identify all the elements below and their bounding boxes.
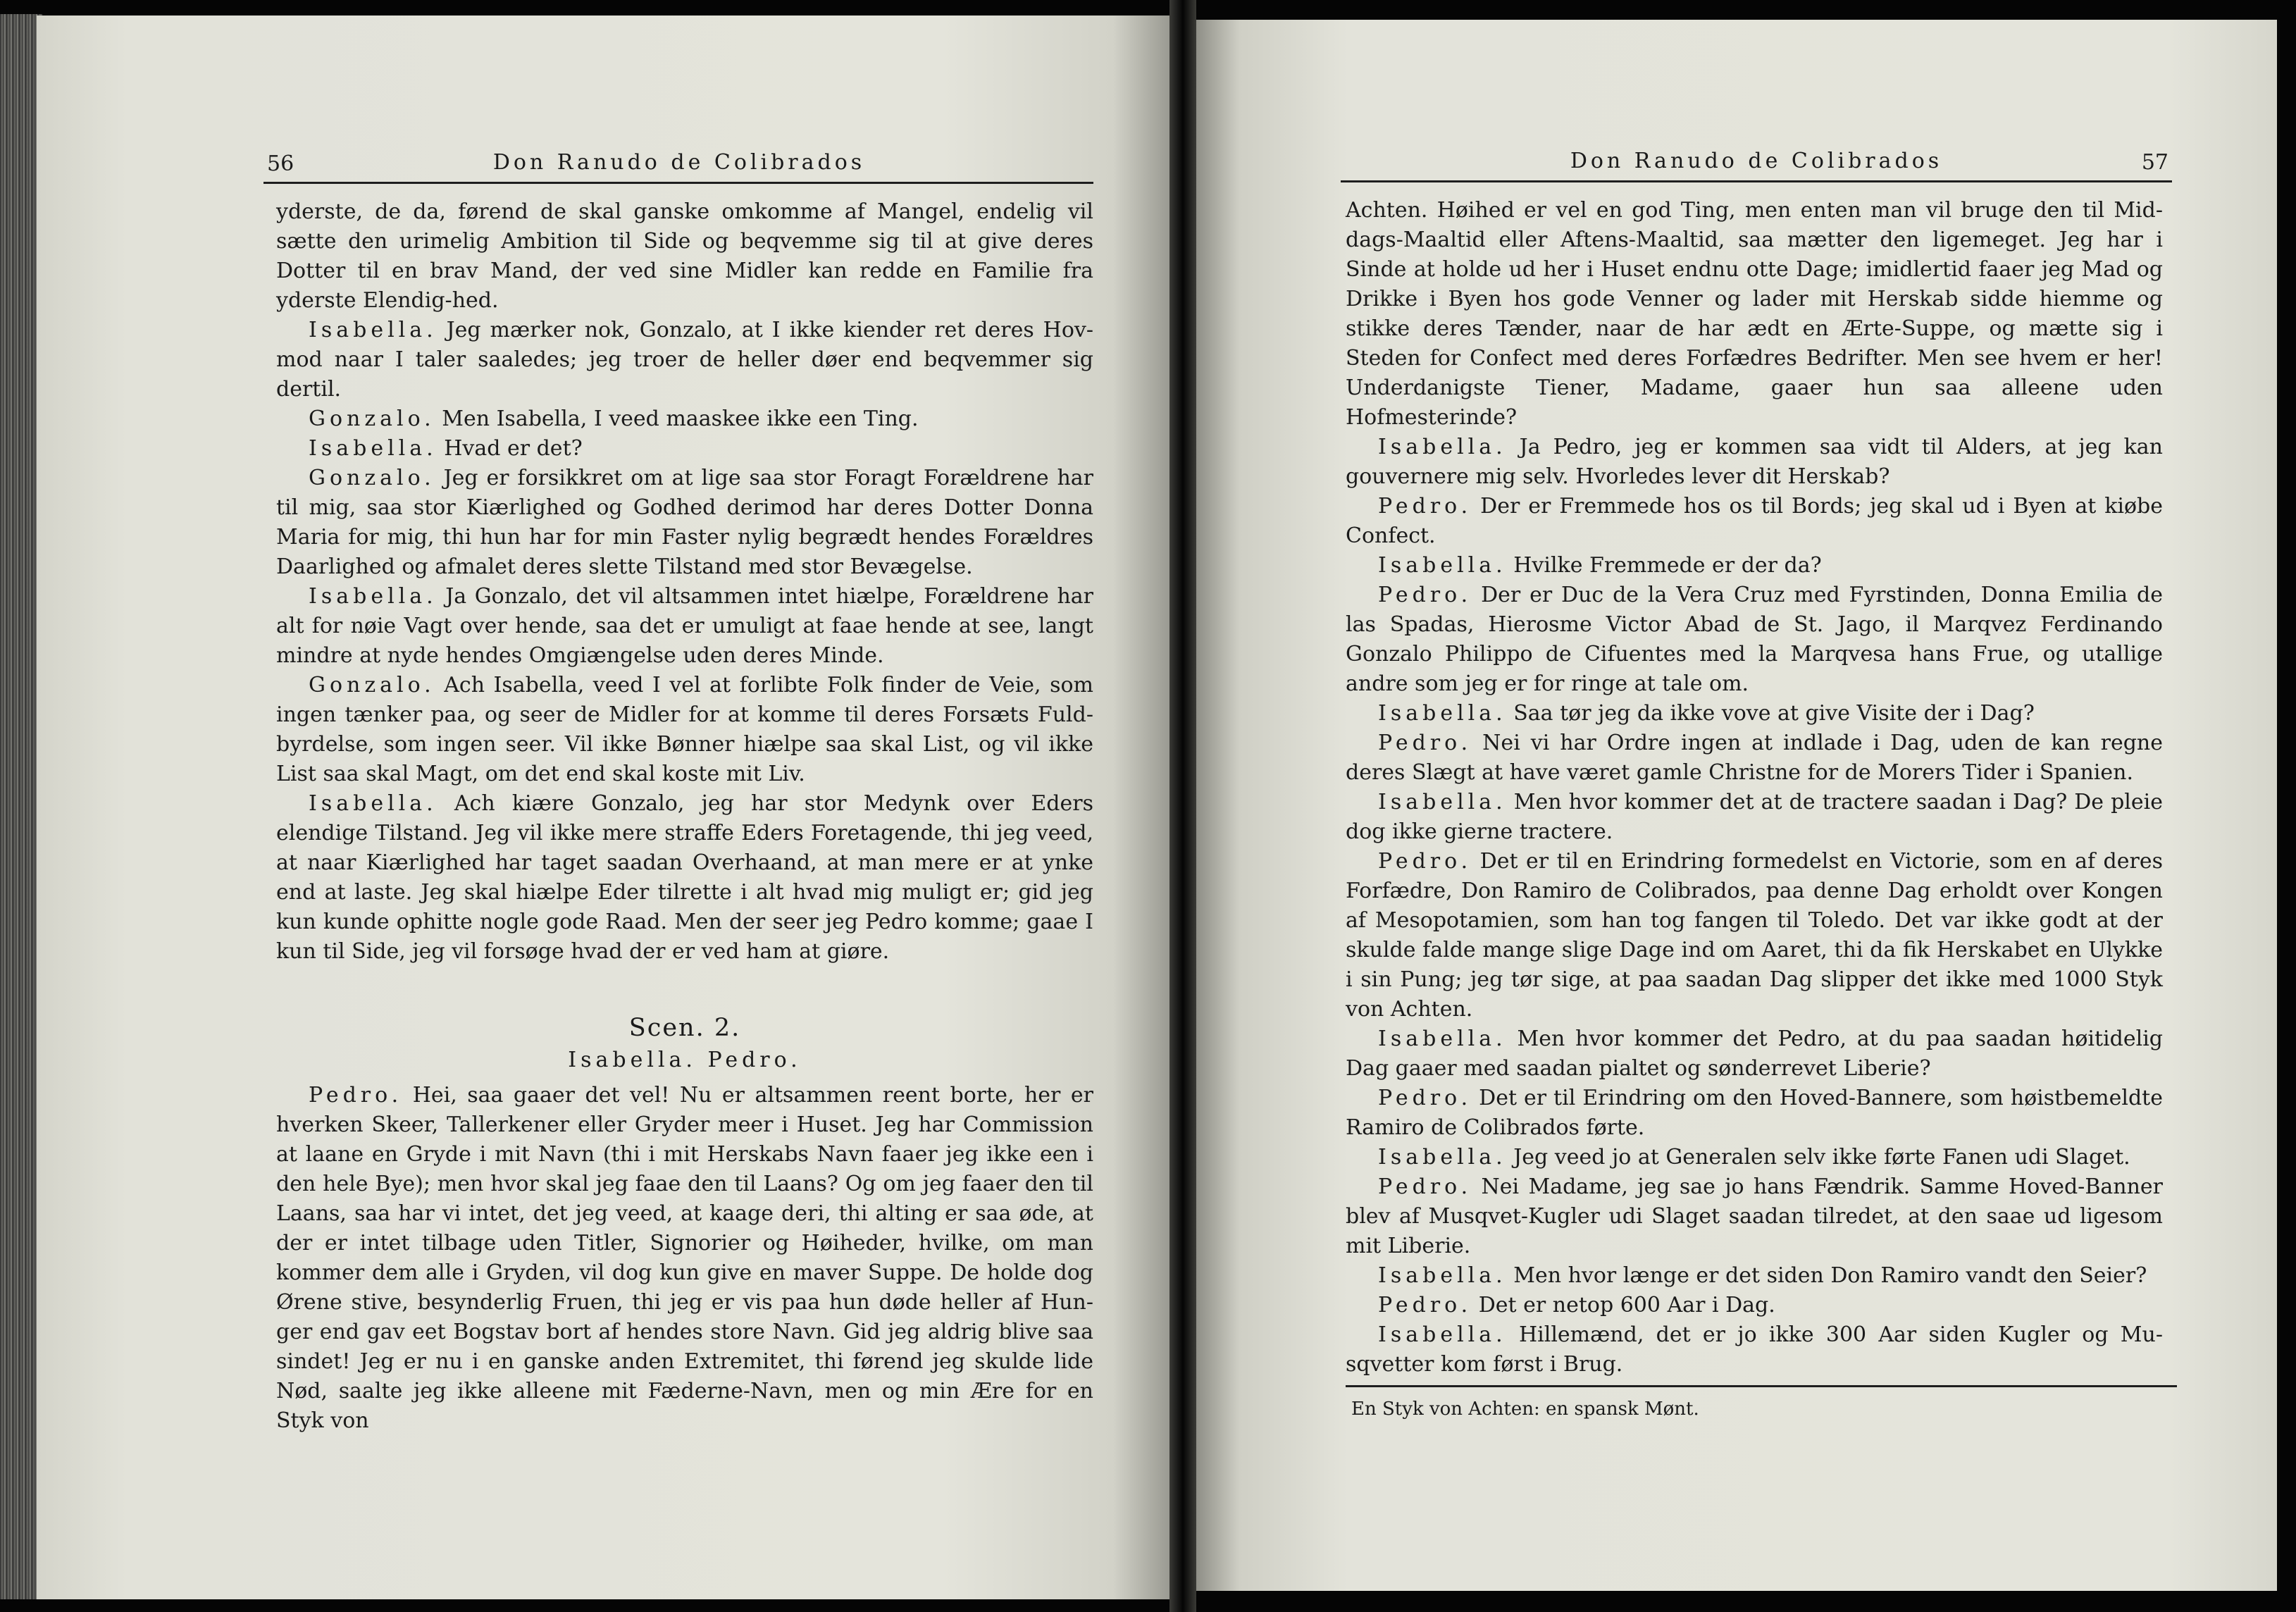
dialogue-line: Gonzalo. Jeg er forsikkret om at lige saa stor Foragt Forældrene har til mig, saa stor Kiærlighed og Godhed derimod har deres Dotter Donna Maria for mig, thi hun har for min Faster nylig begrædt hendes Forældres Daarlighed og afmalet deres slette Tilstand med stor Bevægelse. — [276, 466, 1093, 579]
speaker-name: Isabella. — [309, 791, 438, 816]
speaker-name: Isabella. — [1378, 1145, 1507, 1170]
speaker-name: Pedro. — [1378, 849, 1472, 874]
right-page — [1196, 20, 2277, 1591]
left-page-body — [276, 197, 1093, 1436]
dialogue-line: Isabella. Hillemænd, det er jo ikke 300 Aar siden Kugler og Mu-sqvetter kom først i Brug. — [1346, 1322, 2163, 1377]
left-page — [37, 16, 1169, 1599]
dialogue-line: Isabella. Men hvor kommer det Pedro, at du paa saadan høitidelig Dag gaaer med saadan pialtet og sønderrevet Liberie? — [1346, 1027, 2163, 1081]
speaker-name: Isabella. — [309, 584, 438, 609]
dialogue-line: Pedro. Nei Madame, jeg sae jo hans Fændrik. Samme Hoved-Banner blev af Musqvet-Kugler udi Slaget saadan tilredet, at den saae ud ligesom mit Liberie. — [1346, 1174, 2163, 1258]
dialogue-line: Isabella. Hvilke Fremmede er der da? — [1378, 553, 1822, 578]
dialogue-line: Isabella. Men hvor kommer det at de tractere saadan i Dag? De pleie dog ikke gierne tractere. — [1346, 790, 2163, 844]
dialogue-line: Isabella. Jeg mærker nok, Gonzalo, at I ikke kiender ret deres Hov-mod naar I taler saaledes; jeg troer de heller døer end beqvemmer sig dertil. — [276, 318, 1093, 402]
dialogue-line: Pedro. Hei, saa gaaer det vel! Nu er altsammen reent borte, her er hverken Skeer, Tallerkener eller Gryder meer i Huset. Jeg har Commission at laane en Gryde i mit Navn (thi i mit Herskabs Navn faaer jeg ikke een i den hele Bye); men hvor skal jeg faae den til Laans? Og om jeg faaer den til Laans, saa har vi intet, det jeg veed, at kaage deri, thi alting er saa øde, at der er intet tilbage uden Titler, Signorier og Høiheder, hvilke, om man kommer dem alle i Gryden, vil dog kun give en maver Suppe. De holde dog Ørene stive, besynderlig Fruen, thi jeg er vis paa hun døde heller af Hun-ger end gav eet Bogstav bort af hendes store Navn. Gid jeg aldrig blive saa sindet! Jeg er nu i en ganske anden Extremitet, thi førend jeg skulde lide Nød, saalte jeg ikke alleene mit Fæderne-Navn, men og min Ære for en Styk von — [276, 1083, 1093, 1433]
speaker-name: Gonzalo. — [309, 673, 435, 698]
speaker-name: Gonzalo. — [309, 466, 435, 490]
speaker-name: Gonzalo. — [309, 407, 435, 431]
speaker-name: Pedro. — [1378, 1174, 1472, 1199]
speaker-name: Isabella. — [1378, 435, 1507, 459]
dialogue-line: Pedro. Der er Fremmede hos os til Bords; jeg skal ud i Byen at kiøbe Confect. — [1346, 494, 2163, 548]
speaker-name: Pedro. — [1378, 1086, 1472, 1110]
speaker-name: Isabella. — [1378, 553, 1507, 578]
running-title: Don Ranudo de Colibrados — [492, 150, 866, 175]
speaker-name: Pedro. — [1378, 494, 1472, 519]
dialogue-line: Pedro. Det er til Erindring om den Hoved-Bannere, som høistbemeldte Ramiro de Colibrados førte. — [1346, 1086, 2163, 1140]
dialogue-line: Isabella. Ja Gonzalo, det vil altsammen intet hiælpe, Forældrene har alt for nøie Vagt over hende, saa det er umuligt at faae hende at see, langt mindre at nyde hendes Omgiængelse uden deres Minde. — [276, 584, 1093, 668]
dialogue-line: Isabella. Men hvor længe er det siden Don Ramiro vandt den Seier? — [1378, 1263, 2147, 1288]
speaker-name: Pedro. — [1378, 731, 1472, 755]
speaker-name: Isabella. — [309, 318, 438, 342]
dialogue-line: Pedro. Nei vi har Ordre ingen at indlade i Dag, uden de kan regne deres Slægt at have været gamle Christne for de Morers Tider i Spanien. — [1346, 731, 2163, 785]
book-gutter — [1169, 0, 1196, 1612]
page-number: 56 — [267, 151, 294, 176]
paragraph: yderste, de da, førend de skal ganske omkomme af Mangel, endelig vil sætte den urimelig Ambition til Side og beqvemme sig til at give deres Dotter til en brav Mand, der ved sine Midler kan redde en Familie fra yderste Elendig-hed. — [276, 199, 1093, 313]
running-title: Don Ranudo de Colibrados — [1570, 149, 1943, 173]
footnote-rule — [1346, 1385, 2177, 1387]
scene-heading: Scen. 2. — [628, 1014, 741, 1042]
footnote: En Styk von Achten: en spansk Mønt. — [1351, 1399, 1699, 1420]
scene-persons: Isabella. Pedro. — [568, 1048, 802, 1072]
dialogue-line: Isabella. Hvad er det? — [309, 436, 583, 461]
speaker-name: Isabella. — [1378, 1263, 1507, 1288]
dialogue-line: Gonzalo. Men Isabella, I veed maaskee ikke een Ting. — [309, 407, 919, 431]
dialogue-line: Gonzalo. Ach Isabella, veed I vel at forlibte Folk finder de Veie, som ingen tænker paa, og seer de Midler for at komme til deres Forsæts Fuld-byrdelse, som ingen seer. Vil ikke Bønner hiælpe saa skal List, og vil ikke List saa skal Magt, om det end skal koste mit Liv. — [276, 673, 1093, 786]
header-rule — [263, 182, 1093, 184]
dialogue-line: Isabella. Ach kiære Gonzalo, jeg har stor Medynk over Eders elendige Tilstand. Jeg vil ikke mere straffe Eders Foretagende, thi jeg veed, at naar Kiærlighed har taget saadan Overhaand, at man mere er at ynke end at laste. Jeg skal hiælpe Eder tilrette i alt hvad mig muligt er; gid jeg kun kunde ophitte nogle gode Raad. Men der seer jeg Pedro komme; gaae I kun til Side, jeg vil forsøge hvad der er ved ham at giøre. — [276, 791, 1093, 964]
speaker-name: Isabella. — [1378, 790, 1507, 814]
speaker-name: Isabella. — [1378, 1027, 1507, 1051]
speaker-name: Isabella. — [309, 436, 438, 461]
speaker-name: Isabella. — [1378, 1322, 1507, 1347]
speaker-name: Pedro. — [1378, 583, 1472, 607]
page-stack-edge — [0, 14, 42, 1599]
dialogue-line: Pedro. Det er netop 600 Aar i Dag. — [1378, 1293, 1775, 1318]
speaker-name: Pedro. — [309, 1083, 403, 1108]
dialogue-line: Isabella. Jeg veed jo at Generalen selv ikke førte Fanen udi Slaget. — [1378, 1145, 2130, 1170]
left-page-header — [267, 134, 1091, 176]
speaker-name: Pedro. — [1378, 1293, 1472, 1318]
right-page-body — [1346, 196, 2163, 1424]
right-page-header — [1344, 132, 2168, 175]
dialogue-line: Isabella. Ja Pedro, jeg er kommen saa vidt til Alders, at jeg kan gouvernere mig selv. Hvorledes lever dit Herskab? — [1346, 435, 2163, 489]
speaker-name: Isabella. — [1378, 701, 1507, 726]
dialogue-line: Pedro. Der er Duc de la Vera Cruz med Fyrstinden, Donna Emilia de las Spadas, Hierosme Victor Abad de St. Jago, il Marqvez Ferdinando Gonzalo Philippo de Cifuentes med la Marqvesa hans Frue, og utallige andre som jeg er for ringe at tale om. — [1346, 583, 2163, 696]
dialogue-line: Pedro. Det er til en Erindring formedelst en Victorie, som en af deres Forfædre, Don Ramiro de Colibrados, paa denne Dag erholdt over Kongen af Mesopotamien, som han tog fangen til Toledo. Det var ikke godt at der skulde falde mange slige Dage ind om Aaret, thi da fik Herskabet en Ulykke i sin Pung; jeg tør sige, at paa saadan Dag slipper det ikke med 1000 Styk von Achten. — [1346, 849, 2163, 1022]
paragraph: Achten. Høihed er vel en god Ting, men enten man vil bruge den til Mid-dags-Maaltid eller Aftens-Maaltid, saa mætter den ligemeget. Jeg har i Sinde at holde ud her i Huset endnu otte Dage; imidlertid faaer jeg Mad og Drikke i Byen hos gode Venner og lader mit Herskab sidde hiemme og stikke deres Tænder, naar de har ædt en Ærte-Suppe, og mætte sig i Steden for Confect med deres Forfædres Bedrifter. Men see hvem er her! Underdanigste Tiener, Madame, gaaer hun saa alleene uden Hofmesterinde? — [1346, 198, 2163, 430]
dialogue-line: Isabella. Saa tør jeg da ikke vove at give Visite der i Dag? — [1378, 701, 2035, 726]
header-rule — [1341, 180, 2172, 182]
page-number: 57 — [2141, 150, 2168, 175]
